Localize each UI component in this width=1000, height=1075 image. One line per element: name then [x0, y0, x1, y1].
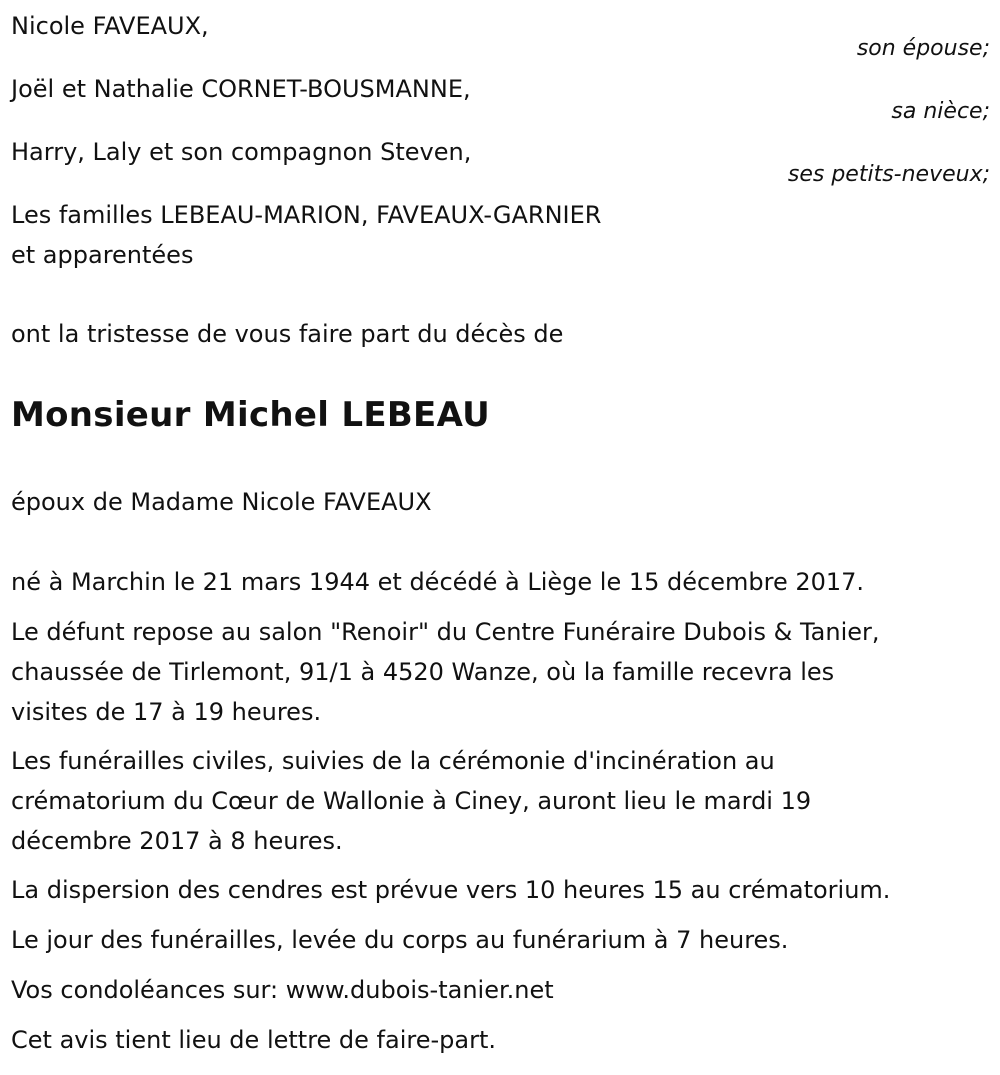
repose-paragraph [11, 612, 986, 732]
funeral-line: Les funérailles civiles, suivies de la cérémonie d'incinération au [11, 747, 775, 775]
family-member-relation: sa nièce; [891, 99, 990, 124]
repose-line: Le défunt repose au salon "Renoir" du Centre Funéraire Dubois & Tanier, [11, 618, 880, 646]
announcement-text: ont la tristesse de vous faire part du décès de [11, 320, 564, 348]
birth-death-line: né à Marchin le 21 mars 1944 et décédé à Liège le 15 décembre 2017. [11, 568, 865, 596]
family-member-relation: ses petits-neveux; [787, 162, 990, 187]
family-member-relation: son épouse; [856, 36, 990, 61]
funeral-paragraph [11, 741, 986, 861]
repose-line: chaussée de Tirlemont, 91/1 à 4520 Wanze, où la famille recevra les [11, 658, 835, 686]
levee-line: Le jour des funérailles, levée du corps au funérarium à 7 heures. [11, 926, 789, 954]
funeral-line: crématorium du Cœur de Wallonie à Ciney, auront lieu le mardi 19 [11, 787, 812, 815]
dispersion-line: La dispersion des cendres est prévue vers 10 heures 15 au crématorium. [11, 876, 891, 904]
notice-line: Cet avis tient lieu de lettre de faire-part. [11, 1026, 496, 1054]
repose-line: visites de 17 à 19 heures. [11, 698, 322, 726]
condolences-line: Vos condoléances sur: www.dubois-tanier.net [11, 976, 554, 1004]
families-line: Les familles LEBEAU-MARION, FAVEAUX-GARNIER [11, 201, 602, 229]
deceased-name: Monsieur Michel LEBEAU [11, 395, 491, 435]
family-member-name: Harry, Laly et son compagnon Steven, [11, 138, 472, 166]
family-member-name: Nicole FAVEAUX, [11, 12, 209, 40]
funeral-line: décembre 2017 à 8 heures. [11, 827, 343, 855]
spouse-line: époux de Madame Nicole FAVEAUX [11, 488, 432, 516]
families-line: et apparentées [11, 241, 194, 269]
family-member-name: Joël et Nathalie CORNET-BOUSMANNE, [11, 75, 471, 103]
